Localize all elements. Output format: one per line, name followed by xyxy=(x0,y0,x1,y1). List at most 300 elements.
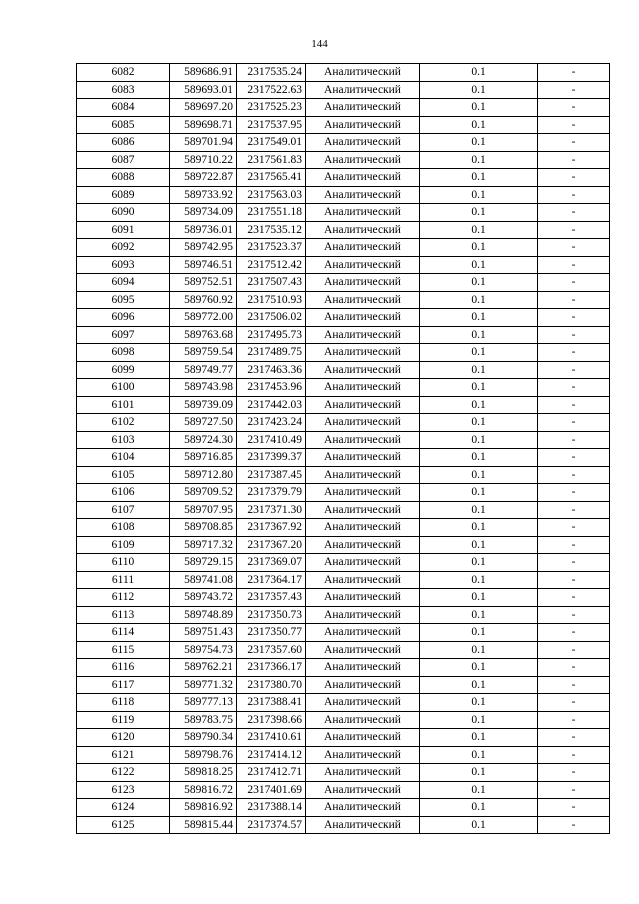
accuracy-cell: 0.1 xyxy=(420,431,538,449)
accuracy-cell: 0.1 xyxy=(420,519,538,537)
method-cell: Аналитический xyxy=(306,431,420,449)
accuracy-cell: 0.1 xyxy=(420,221,538,239)
method-cell: Аналитический xyxy=(306,326,420,344)
x-coordinate-cell: 589717.32 xyxy=(170,536,237,554)
accuracy-cell: 0.1 xyxy=(420,64,538,82)
x-coordinate-cell: 589722.87 xyxy=(170,169,237,187)
y-coordinate-cell: 2317551.18 xyxy=(237,204,306,222)
point-number-cell: 6108 xyxy=(77,519,170,537)
method-cell: Аналитический xyxy=(306,519,420,537)
table-row xyxy=(77,641,610,659)
x-coordinate-cell: 589710.22 xyxy=(170,151,237,169)
note-cell: - xyxy=(538,431,610,449)
y-coordinate-cell: 2317523.37 xyxy=(237,239,306,257)
point-number-cell: 6102 xyxy=(77,414,170,432)
table-row xyxy=(77,274,610,292)
note-cell: - xyxy=(538,711,610,729)
y-coordinate-cell: 2317388.41 xyxy=(237,694,306,712)
x-coordinate-cell: 589729.15 xyxy=(170,554,237,572)
y-coordinate-cell: 2317374.57 xyxy=(237,816,306,834)
accuracy-cell: 0.1 xyxy=(420,326,538,344)
method-cell: Аналитический xyxy=(306,99,420,117)
table-row xyxy=(77,764,610,782)
accuracy-cell: 0.1 xyxy=(420,624,538,642)
method-cell: Аналитический xyxy=(306,256,420,274)
point-number-cell: 6106 xyxy=(77,484,170,502)
table-row xyxy=(77,291,610,309)
note-cell: - xyxy=(538,256,610,274)
accuracy-cell: 0.1 xyxy=(420,571,538,589)
note-cell: - xyxy=(538,501,610,519)
x-coordinate-cell: 589771.32 xyxy=(170,676,237,694)
note-cell: - xyxy=(538,641,610,659)
x-coordinate-cell: 589741.08 xyxy=(170,571,237,589)
point-number-cell: 6109 xyxy=(77,536,170,554)
table-row xyxy=(77,571,610,589)
table-row xyxy=(77,694,610,712)
x-coordinate-cell: 589754.73 xyxy=(170,641,237,659)
note-cell: - xyxy=(538,81,610,99)
point-number-cell: 6122 xyxy=(77,764,170,782)
accuracy-cell: 0.1 xyxy=(420,729,538,747)
x-coordinate-cell: 589698.71 xyxy=(170,116,237,134)
point-number-cell: 6112 xyxy=(77,589,170,607)
table-row xyxy=(77,536,610,554)
y-coordinate-cell: 2317399.37 xyxy=(237,449,306,467)
point-number-cell: 6113 xyxy=(77,606,170,624)
method-cell: Аналитический xyxy=(306,396,420,414)
method-cell: Аналитический xyxy=(306,186,420,204)
y-coordinate-cell: 2317357.60 xyxy=(237,641,306,659)
accuracy-cell: 0.1 xyxy=(420,799,538,817)
accuracy-cell: 0.1 xyxy=(420,256,538,274)
table-row xyxy=(77,256,610,274)
table-row xyxy=(77,729,610,747)
x-coordinate-cell: 589716.85 xyxy=(170,449,237,467)
accuracy-cell: 0.1 xyxy=(420,204,538,222)
table-row xyxy=(77,781,610,799)
point-number-cell: 6093 xyxy=(77,256,170,274)
note-cell: - xyxy=(538,606,610,624)
table-row xyxy=(77,396,610,414)
table-row xyxy=(77,344,610,362)
note-cell: - xyxy=(538,694,610,712)
table-row xyxy=(77,589,610,607)
accuracy-cell: 0.1 xyxy=(420,396,538,414)
note-cell: - xyxy=(538,291,610,309)
x-coordinate-cell: 589762.21 xyxy=(170,659,237,677)
table-row xyxy=(77,624,610,642)
point-number-cell: 6124 xyxy=(77,799,170,817)
y-coordinate-cell: 2317423.24 xyxy=(237,414,306,432)
point-number-cell: 6110 xyxy=(77,554,170,572)
x-coordinate-cell: 589742.95 xyxy=(170,239,237,257)
point-number-cell: 6092 xyxy=(77,239,170,257)
note-cell: - xyxy=(538,169,610,187)
method-cell: Аналитический xyxy=(306,816,420,834)
note-cell: - xyxy=(538,589,610,607)
method-cell: Аналитический xyxy=(306,781,420,799)
method-cell: Аналитический xyxy=(306,291,420,309)
table-row xyxy=(77,221,610,239)
point-number-cell: 6096 xyxy=(77,309,170,327)
point-number-cell: 6118 xyxy=(77,694,170,712)
table-row xyxy=(77,99,610,117)
table-row xyxy=(77,799,610,817)
note-cell: - xyxy=(538,64,610,82)
note-cell: - xyxy=(538,326,610,344)
accuracy-cell: 0.1 xyxy=(420,764,538,782)
y-coordinate-cell: 2317442.03 xyxy=(237,396,306,414)
method-cell: Аналитический xyxy=(306,134,420,152)
note-cell: - xyxy=(538,309,610,327)
y-coordinate-cell: 2317522.63 xyxy=(237,81,306,99)
point-number-cell: 6114 xyxy=(77,624,170,642)
y-coordinate-cell: 2317350.77 xyxy=(237,624,306,642)
point-number-cell: 6107 xyxy=(77,501,170,519)
method-cell: Аналитический xyxy=(306,466,420,484)
method-cell: Аналитический xyxy=(306,344,420,362)
method-cell: Аналитический xyxy=(306,536,420,554)
accuracy-cell: 0.1 xyxy=(420,816,538,834)
x-coordinate-cell: 589798.76 xyxy=(170,746,237,764)
y-coordinate-cell: 2317366.17 xyxy=(237,659,306,677)
note-cell: - xyxy=(538,344,610,362)
x-coordinate-cell: 589727.50 xyxy=(170,414,237,432)
accuracy-cell: 0.1 xyxy=(420,309,538,327)
method-cell: Аналитический xyxy=(306,501,420,519)
method-cell: Аналитический xyxy=(306,799,420,817)
note-cell: - xyxy=(538,659,610,677)
note-cell: - xyxy=(538,536,610,554)
method-cell: Аналитический xyxy=(306,449,420,467)
method-cell: Аналитический xyxy=(306,309,420,327)
x-coordinate-cell: 589739.09 xyxy=(170,396,237,414)
x-coordinate-cell: 589708.85 xyxy=(170,519,237,537)
x-coordinate-cell: 589751.43 xyxy=(170,624,237,642)
accuracy-cell: 0.1 xyxy=(420,781,538,799)
accuracy-cell: 0.1 xyxy=(420,659,538,677)
y-coordinate-cell: 2317563.03 xyxy=(237,186,306,204)
point-number-cell: 6119 xyxy=(77,711,170,729)
point-number-cell: 6100 xyxy=(77,379,170,397)
note-cell: - xyxy=(538,99,610,117)
method-cell: Аналитический xyxy=(306,729,420,747)
y-coordinate-cell: 2317565.41 xyxy=(237,169,306,187)
method-cell: Аналитический xyxy=(306,151,420,169)
method-cell: Аналитический xyxy=(306,746,420,764)
table-row xyxy=(77,134,610,152)
table-row xyxy=(77,554,610,572)
note-cell: - xyxy=(538,816,610,834)
x-coordinate-cell: 589697.20 xyxy=(170,99,237,117)
note-cell: - xyxy=(538,449,610,467)
note-cell: - xyxy=(538,239,610,257)
accuracy-cell: 0.1 xyxy=(420,169,538,187)
y-coordinate-cell: 2317364.17 xyxy=(237,571,306,589)
table-row xyxy=(77,64,610,82)
note-cell: - xyxy=(538,396,610,414)
accuracy-cell: 0.1 xyxy=(420,151,538,169)
x-coordinate-cell: 589709.52 xyxy=(170,484,237,502)
method-cell: Аналитический xyxy=(306,711,420,729)
y-coordinate-cell: 2317507.43 xyxy=(237,274,306,292)
method-cell: Аналитический xyxy=(306,571,420,589)
y-coordinate-cell: 2317537.95 xyxy=(237,116,306,134)
x-coordinate-cell: 589783.75 xyxy=(170,711,237,729)
y-coordinate-cell: 2317369.07 xyxy=(237,554,306,572)
point-number-cell: 6103 xyxy=(77,431,170,449)
table-row xyxy=(77,816,610,834)
accuracy-cell: 0.1 xyxy=(420,746,538,764)
table-row xyxy=(77,169,610,187)
note-cell: - xyxy=(538,746,610,764)
method-cell: Аналитический xyxy=(306,694,420,712)
table-row xyxy=(77,151,610,169)
point-number-cell: 6085 xyxy=(77,116,170,134)
x-coordinate-cell: 589724.30 xyxy=(170,431,237,449)
method-cell: Аналитический xyxy=(306,624,420,642)
point-number-cell: 6091 xyxy=(77,221,170,239)
table-row xyxy=(77,186,610,204)
accuracy-cell: 0.1 xyxy=(420,274,538,292)
y-coordinate-cell: 2317371.30 xyxy=(237,501,306,519)
point-number-cell: 6089 xyxy=(77,186,170,204)
table-row xyxy=(77,484,610,502)
method-cell: Аналитический xyxy=(306,204,420,222)
accuracy-cell: 0.1 xyxy=(420,239,538,257)
x-coordinate-cell: 589763.68 xyxy=(170,326,237,344)
table-row xyxy=(77,746,610,764)
y-coordinate-cell: 2317453.96 xyxy=(237,379,306,397)
accuracy-cell: 0.1 xyxy=(420,466,538,484)
accuracy-cell: 0.1 xyxy=(420,554,538,572)
table-row xyxy=(77,606,610,624)
point-number-cell: 6090 xyxy=(77,204,170,222)
y-coordinate-cell: 2317535.12 xyxy=(237,221,306,239)
x-coordinate-cell: 589790.34 xyxy=(170,729,237,747)
point-number-cell: 6083 xyxy=(77,81,170,99)
accuracy-cell: 0.1 xyxy=(420,641,538,659)
accuracy-cell: 0.1 xyxy=(420,711,538,729)
accuracy-cell: 0.1 xyxy=(420,606,538,624)
table-row xyxy=(77,116,610,134)
y-coordinate-cell: 2317410.49 xyxy=(237,431,306,449)
note-cell: - xyxy=(538,204,610,222)
y-coordinate-cell: 2317549.01 xyxy=(237,134,306,152)
table-row xyxy=(77,239,610,257)
note-cell: - xyxy=(538,519,610,537)
y-coordinate-cell: 2317489.75 xyxy=(237,344,306,362)
x-coordinate-cell: 589712.80 xyxy=(170,466,237,484)
x-coordinate-cell: 589693.01 xyxy=(170,81,237,99)
accuracy-cell: 0.1 xyxy=(420,414,538,432)
table-row xyxy=(77,449,610,467)
x-coordinate-cell: 589816.72 xyxy=(170,781,237,799)
table-row xyxy=(77,361,610,379)
point-number-cell: 6125 xyxy=(77,816,170,834)
table-row xyxy=(77,659,610,677)
y-coordinate-cell: 2317412.71 xyxy=(237,764,306,782)
page-number: 144 xyxy=(311,38,328,50)
note-cell: - xyxy=(538,361,610,379)
y-coordinate-cell: 2317367.20 xyxy=(237,536,306,554)
point-number-cell: 6117 xyxy=(77,676,170,694)
y-coordinate-cell: 2317388.14 xyxy=(237,799,306,817)
table-row xyxy=(77,414,610,432)
y-coordinate-cell: 2317512.42 xyxy=(237,256,306,274)
table-row xyxy=(77,711,610,729)
point-number-cell: 6111 xyxy=(77,571,170,589)
x-coordinate-cell: 589746.51 xyxy=(170,256,237,274)
y-coordinate-cell: 2317535.24 xyxy=(237,64,306,82)
method-cell: Аналитический xyxy=(306,554,420,572)
x-coordinate-cell: 589748.89 xyxy=(170,606,237,624)
x-coordinate-cell: 589759.54 xyxy=(170,344,237,362)
point-number-cell: 6115 xyxy=(77,641,170,659)
note-cell: - xyxy=(538,116,610,134)
point-number-cell: 6099 xyxy=(77,361,170,379)
note-cell: - xyxy=(538,186,610,204)
method-cell: Аналитический xyxy=(306,606,420,624)
method-cell: Аналитический xyxy=(306,221,420,239)
point-number-cell: 6121 xyxy=(77,746,170,764)
x-coordinate-cell: 589749.77 xyxy=(170,361,237,379)
y-coordinate-cell: 2317495.73 xyxy=(237,326,306,344)
point-number-cell: 6082 xyxy=(77,64,170,82)
accuracy-cell: 0.1 xyxy=(420,291,538,309)
x-coordinate-cell: 589743.98 xyxy=(170,379,237,397)
accuracy-cell: 0.1 xyxy=(420,361,538,379)
note-cell: - xyxy=(538,799,610,817)
x-coordinate-cell: 589733.92 xyxy=(170,186,237,204)
method-cell: Аналитический xyxy=(306,274,420,292)
x-coordinate-cell: 589815.44 xyxy=(170,816,237,834)
table-row xyxy=(77,501,610,519)
coordinates-table-body xyxy=(77,64,610,834)
y-coordinate-cell: 2317401.69 xyxy=(237,781,306,799)
table-row xyxy=(77,309,610,327)
y-coordinate-cell: 2317561.83 xyxy=(237,151,306,169)
table-row xyxy=(77,204,610,222)
note-cell: - xyxy=(538,484,610,502)
accuracy-cell: 0.1 xyxy=(420,186,538,204)
note-cell: - xyxy=(538,221,610,239)
x-coordinate-cell: 589752.51 xyxy=(170,274,237,292)
method-cell: Аналитический xyxy=(306,116,420,134)
method-cell: Аналитический xyxy=(306,676,420,694)
point-number-cell: 6097 xyxy=(77,326,170,344)
y-coordinate-cell: 2317367.92 xyxy=(237,519,306,537)
accuracy-cell: 0.1 xyxy=(420,99,538,117)
accuracy-cell: 0.1 xyxy=(420,379,538,397)
accuracy-cell: 0.1 xyxy=(420,589,538,607)
x-coordinate-cell: 589686.91 xyxy=(170,64,237,82)
accuracy-cell: 0.1 xyxy=(420,694,538,712)
note-cell: - xyxy=(538,781,610,799)
x-coordinate-cell: 589760.92 xyxy=(170,291,237,309)
y-coordinate-cell: 2317525.23 xyxy=(237,99,306,117)
y-coordinate-cell: 2317379.79 xyxy=(237,484,306,502)
accuracy-cell: 0.1 xyxy=(420,344,538,362)
note-cell: - xyxy=(538,676,610,694)
accuracy-cell: 0.1 xyxy=(420,536,538,554)
point-number-cell: 6098 xyxy=(77,344,170,362)
method-cell: Аналитический xyxy=(306,764,420,782)
point-number-cell: 6104 xyxy=(77,449,170,467)
accuracy-cell: 0.1 xyxy=(420,501,538,519)
x-coordinate-cell: 589701.94 xyxy=(170,134,237,152)
method-cell: Аналитический xyxy=(306,484,420,502)
x-coordinate-cell: 589734.09 xyxy=(170,204,237,222)
table-row xyxy=(77,431,610,449)
point-number-cell: 6123 xyxy=(77,781,170,799)
y-coordinate-cell: 2317398.66 xyxy=(237,711,306,729)
point-number-cell: 6120 xyxy=(77,729,170,747)
x-coordinate-cell: 589743.72 xyxy=(170,589,237,607)
method-cell: Аналитический xyxy=(306,361,420,379)
method-cell: Аналитический xyxy=(306,169,420,187)
note-cell: - xyxy=(538,571,610,589)
accuracy-cell: 0.1 xyxy=(420,81,538,99)
note-cell: - xyxy=(538,134,610,152)
note-cell: - xyxy=(538,624,610,642)
method-cell: Аналитический xyxy=(306,379,420,397)
table-row xyxy=(77,676,610,694)
y-coordinate-cell: 2317380.70 xyxy=(237,676,306,694)
x-coordinate-cell: 589777.13 xyxy=(170,694,237,712)
note-cell: - xyxy=(538,729,610,747)
method-cell: Аналитический xyxy=(306,81,420,99)
point-number-cell: 6086 xyxy=(77,134,170,152)
y-coordinate-cell: 2317463.36 xyxy=(237,361,306,379)
point-number-cell: 6095 xyxy=(77,291,170,309)
method-cell: Аналитический xyxy=(306,64,420,82)
note-cell: - xyxy=(538,274,610,292)
point-number-cell: 6087 xyxy=(77,151,170,169)
note-cell: - xyxy=(538,151,610,169)
accuracy-cell: 0.1 xyxy=(420,484,538,502)
note-cell: - xyxy=(538,466,610,484)
x-coordinate-cell: 589816.92 xyxy=(170,799,237,817)
method-cell: Аналитический xyxy=(306,589,420,607)
point-number-cell: 6116 xyxy=(77,659,170,677)
method-cell: Аналитический xyxy=(306,641,420,659)
y-coordinate-cell: 2317350.73 xyxy=(237,606,306,624)
y-coordinate-cell: 2317357.43 xyxy=(237,589,306,607)
method-cell: Аналитический xyxy=(306,659,420,677)
note-cell: - xyxy=(538,554,610,572)
accuracy-cell: 0.1 xyxy=(420,134,538,152)
note-cell: - xyxy=(538,414,610,432)
method-cell: Аналитический xyxy=(306,239,420,257)
y-coordinate-cell: 2317414.12 xyxy=(237,746,306,764)
x-coordinate-cell: 589772.00 xyxy=(170,309,237,327)
coordinates-table xyxy=(76,63,610,834)
table-row xyxy=(77,379,610,397)
x-coordinate-cell: 589707.95 xyxy=(170,501,237,519)
point-number-cell: 6105 xyxy=(77,466,170,484)
y-coordinate-cell: 2317387.45 xyxy=(237,466,306,484)
table-row xyxy=(77,519,610,537)
note-cell: - xyxy=(538,764,610,782)
table-row xyxy=(77,81,610,99)
x-coordinate-cell: 589818.25 xyxy=(170,764,237,782)
y-coordinate-cell: 2317410.61 xyxy=(237,729,306,747)
y-coordinate-cell: 2317506.02 xyxy=(237,309,306,327)
y-coordinate-cell: 2317510.93 xyxy=(237,291,306,309)
accuracy-cell: 0.1 xyxy=(420,449,538,467)
